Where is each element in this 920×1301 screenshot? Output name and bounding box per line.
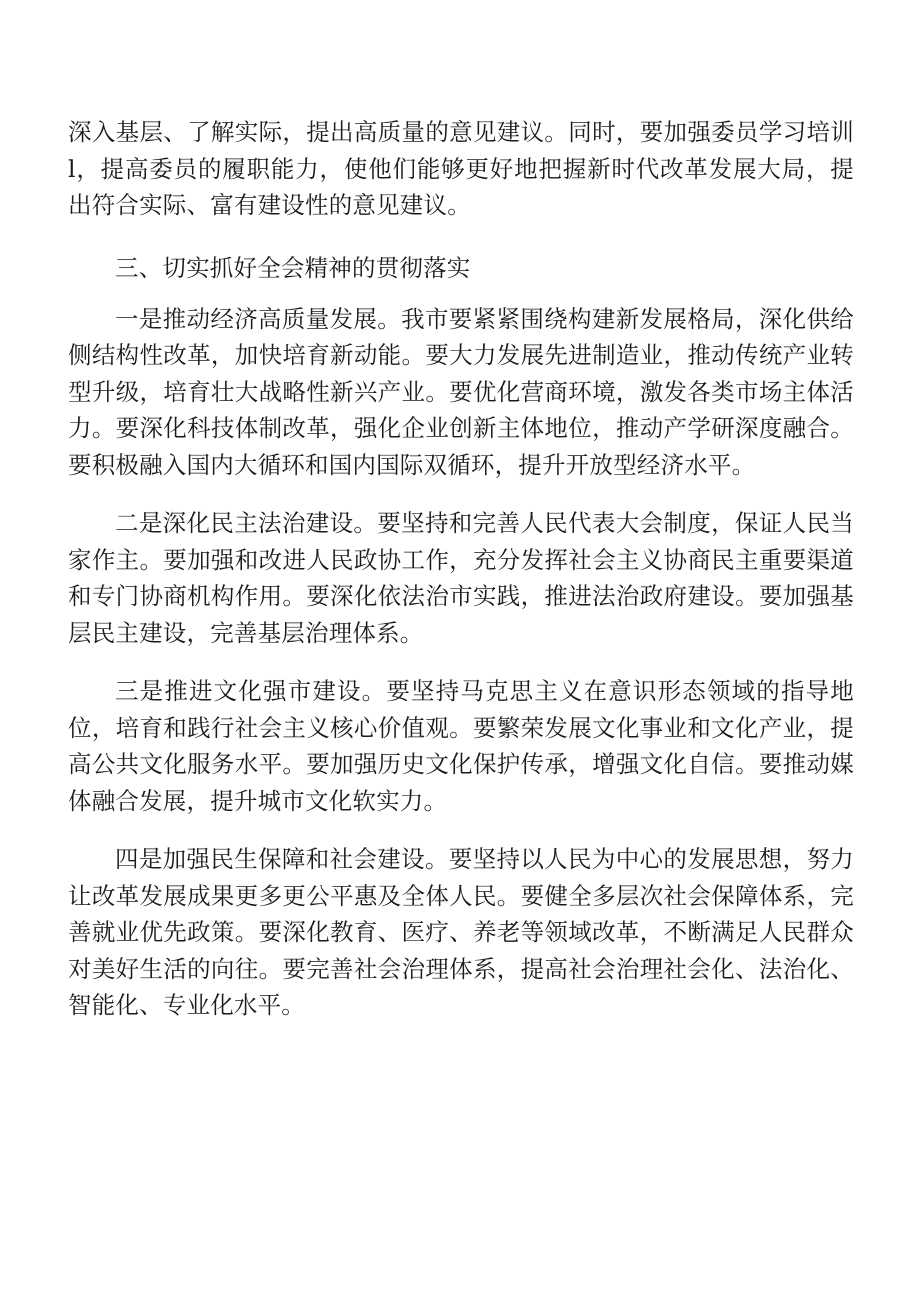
paragraph-culture: 三是推进文化强市建设。要坚持马克思主义在意识形态领域的指导地位，培育和践行社会主义核心价值观。要繁荣发展文化事业和文化产业，提高公共文化服务水平。要加强历史文化保护传承，增强文化自信。要推动媒体融合发展，提升城市文化软实力。 — [68, 677, 854, 815]
section-heading: 三、切实抓好全会精神的贯彻落实 — [115, 253, 471, 282]
paragraph-economy: 一是推动经济高质量发展。我市要紧紧围绕构建新发展格局，深化供给侧结构性改革，加快培育新动能。要大力发展先进制造业，推动传统产业转型升级，培育壮大战略性新兴产业。要优化营商环境，激发各类市场主体活力。要深化科技体制改革，强化企业创新主体地位，推动产学研深度融合。要积极融入国内大循环和国内国际双循环，提升开放型经济水平。 — [68, 304, 854, 479]
intro-paragraph: 深入基层、了解实际，提出高质量的意见建议。同时，要加强委员学习培训l，提高委员的履职能力，使他们能够更好地把握新时代改革发展大局，提出符合实际、富有建设性的意见建议。 — [68, 118, 854, 219]
paragraph-democracy-law: 二是深化民主法治建设。要坚持和完善人民代表大会制度，保证人民当家作主。要加强和改进人民政协工作，充分发挥社会主义协商民主重要渠道和专门协商机构作用。要深化依法治市实践，推进法治政府建设。要加强基层民主建设，完善基层治理体系。 — [68, 509, 854, 647]
paragraph-livelihood: 四是加强民生保障和社会建设。要坚持以人民为中心的发展思想，努力让改革发展成果更多更公平惠及全体人民。要健全多层次社会保障体系，完善就业优先政策。要深化教育、医疗、养老等领域改革，不断满足人民群众对美好生活的向往。要完善社会治理体系，提高社会治理社会化、法治化、智能化、专业化水平。 — [68, 845, 854, 1019]
document-body — [68, 114, 854, 1024]
